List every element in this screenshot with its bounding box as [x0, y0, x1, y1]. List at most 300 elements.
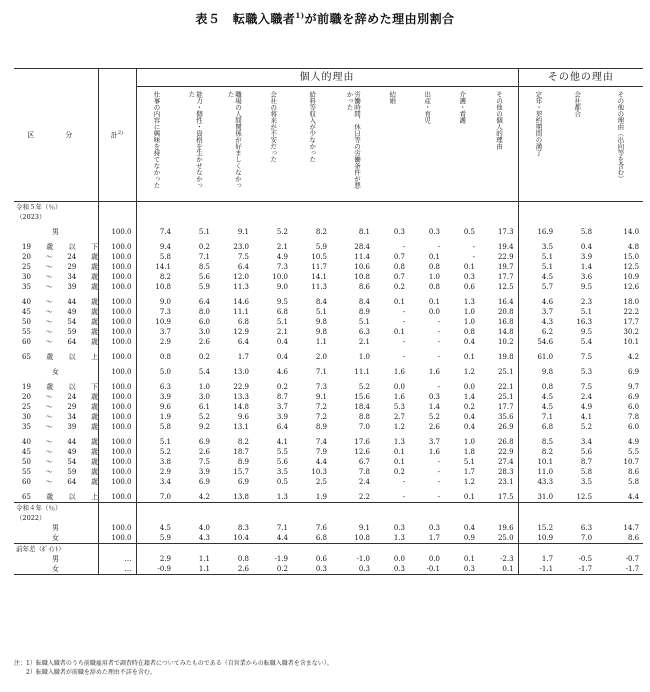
row-label	[14, 477, 98, 487]
table-cell: 3.5	[276, 467, 288, 476]
table-cell: 2.9	[159, 467, 171, 476]
table-cell: -	[437, 242, 440, 251]
table-cell: 3.7	[541, 307, 554, 316]
table-cell: 3.7	[159, 327, 171, 336]
table-cell: 0.2	[198, 352, 210, 361]
table-cell: 0.3	[463, 272, 475, 281]
table-cell: 19.8	[479, 352, 518, 362]
table-cell: 10.2	[479, 337, 518, 347]
table-cell: 8.8	[358, 412, 370, 421]
age-label-part: 35	[22, 422, 31, 431]
table-cell: 0.2	[463, 402, 475, 411]
row-label	[14, 262, 98, 272]
table-cell: 5.8	[580, 227, 593, 236]
table-cell: 0.8	[463, 327, 475, 336]
table-cell: 5.1	[159, 437, 171, 446]
section-sublabel: （2022）	[14, 513, 98, 523]
table-cell: 5.8	[159, 252, 171, 261]
table-cell: 5.6	[198, 272, 210, 281]
table-cell: 6.4	[237, 337, 249, 346]
table-cell: 100.0	[98, 307, 136, 317]
table-cell: 0.4	[463, 422, 475, 431]
table-cell: 30.2	[623, 327, 640, 336]
table-cell: 6.8	[315, 533, 327, 542]
age-label-part: 19	[22, 382, 31, 391]
age-label-part: 下	[91, 382, 98, 391]
column-header-label: 定年・契約期間の満了	[534, 91, 543, 156]
table-cell: 10.5	[311, 252, 327, 261]
table-cell: 0.0	[463, 382, 475, 391]
table-cell: 5.2	[358, 382, 370, 391]
table-cell: 8.6	[627, 467, 640, 476]
age-label-part: 40	[22, 437, 31, 446]
age-label-part: ～	[45, 337, 53, 346]
age-label-part: 65	[22, 352, 31, 361]
table-cell: 9.8	[315, 317, 327, 326]
row-label	[14, 367, 98, 377]
table-cell: 54.6	[537, 337, 554, 346]
table-cell: 6.9	[627, 392, 640, 401]
age-label-part: 45	[22, 447, 31, 456]
age-label-part: 歳	[91, 447, 98, 456]
table-cell: 9.7	[627, 382, 640, 391]
table-row	[14, 272, 643, 282]
table-cell: 0.1	[393, 447, 405, 456]
table-cell: 3.0	[198, 392, 210, 401]
table-cell: 12.9	[233, 327, 249, 336]
table-cell: 16.4	[479, 297, 518, 307]
table-cell: 0.2	[198, 242, 210, 251]
table-cell: 100.0	[98, 262, 136, 272]
table-cell: -1.1	[518, 564, 557, 575]
table-cell: 0.3	[331, 564, 374, 575]
table-cell: 0.3	[374, 564, 409, 575]
table-cell: 100.0	[98, 412, 136, 422]
column-header-label: 結婚	[388, 91, 397, 104]
age-label-part: 20	[22, 392, 31, 401]
table-cell: 6.3	[159, 382, 171, 391]
table-cell: 0.2	[276, 382, 288, 391]
table-cell: 1.4	[463, 392, 475, 401]
table-cell: 7.2	[315, 402, 327, 411]
table-cell: 14.6	[233, 297, 249, 306]
table-cell: 100.0	[98, 533, 136, 544]
table-title	[0, 10, 650, 27]
table-cell: 1.9	[315, 492, 327, 501]
row-label	[14, 282, 98, 292]
table-row	[14, 457, 643, 467]
table-cell: 8.1	[358, 227, 370, 236]
table-cell: 6.8	[276, 307, 288, 316]
row-label	[14, 272, 98, 282]
table-cell: 100.0	[98, 492, 136, 503]
row-label	[14, 307, 98, 317]
table-cell: 16.8	[479, 317, 518, 327]
table-cell: 0.1	[393, 457, 405, 466]
table-row	[14, 402, 643, 412]
table-cell: 4.4	[627, 492, 640, 501]
table-row	[14, 337, 643, 347]
table-cell: 1.3	[276, 492, 288, 501]
table-cell: 100.0	[98, 447, 136, 457]
age-label-part: 歳	[46, 492, 54, 501]
age-label-part: ～	[45, 327, 53, 336]
age-label-part: ～	[45, 467, 53, 476]
table-cell: 5.1	[315, 307, 327, 316]
table-cell: 0.4	[463, 523, 475, 532]
table-cell: 0.0	[393, 382, 405, 391]
table-cell: 14.1	[155, 262, 171, 271]
table-cell: 2.2	[358, 492, 370, 501]
table-cell: 3.7	[428, 437, 440, 446]
table-cell: 9.5	[580, 327, 593, 336]
age-label-part: 65	[22, 492, 31, 501]
table-cell: 43.3	[537, 477, 554, 486]
table-cell: -1.7	[557, 564, 596, 575]
title-main: 表５ 転職入職者	[195, 12, 296, 26]
table-cell: 3.8	[159, 457, 171, 466]
table-row	[14, 242, 643, 252]
table-cell: 5.1	[580, 307, 593, 316]
table-cell: -0.9	[136, 564, 175, 575]
table-cell: 6.1	[198, 402, 210, 411]
table-cell: 2.6	[214, 564, 253, 575]
row-label	[14, 297, 98, 307]
table-cell: 9.5	[276, 297, 288, 306]
age-label-part: ～	[45, 297, 53, 306]
age-label-part: 60	[22, 477, 31, 486]
table-cell: 10.4	[233, 533, 249, 542]
group-other-header: その他の理由	[518, 69, 643, 87]
table-cell: 23.1	[479, 477, 518, 487]
table-cell: 10.1	[623, 337, 640, 346]
table-cell: 3.7	[276, 402, 288, 411]
age-label-part: 64	[67, 337, 77, 346]
table-cell: 12.5	[623, 262, 640, 271]
table-cell: 1.0	[463, 317, 475, 326]
row-label	[14, 412, 98, 422]
table-cell: 4.5	[541, 392, 554, 401]
table-cell: 5.2	[198, 412, 210, 421]
table-cell: 6.0	[198, 317, 210, 326]
table-cell: 5.5	[276, 447, 288, 456]
kubun-header: 区 分	[14, 69, 98, 202]
table-cell: 6.8	[237, 317, 249, 326]
table-cell: 15.0	[623, 252, 640, 261]
table-body	[14, 202, 643, 575]
table-cell: 100.0	[98, 437, 136, 447]
table-cell: 1.1	[315, 337, 327, 346]
table-cell: 5.9	[315, 242, 327, 251]
table-cell: 2.4	[358, 477, 370, 486]
column-header	[557, 87, 596, 202]
table-cell: 8.6	[358, 282, 370, 291]
table-cell: 0.6	[463, 282, 475, 291]
table-cell: 6.4	[198, 297, 210, 306]
table-cell: 19.7	[479, 262, 518, 272]
age-label-part: ～	[45, 402, 53, 411]
column-header	[479, 87, 518, 202]
table-cell: -	[402, 477, 405, 486]
table-cell: 12.6	[354, 447, 370, 456]
table-cell: -	[437, 382, 440, 391]
table-row	[14, 307, 643, 317]
table-cell: 22.9	[479, 252, 518, 262]
table-cell: 5.6	[276, 457, 288, 466]
age-label-part: ～	[45, 412, 53, 421]
table-cell: 25.1	[479, 367, 518, 377]
age-label-part: 19	[22, 242, 31, 251]
table-cell: 8.5	[541, 437, 554, 446]
table-cell: 13.1	[233, 422, 249, 431]
age-label-part: 59	[67, 327, 77, 336]
row-label	[14, 352, 98, 362]
table-cell: 100.0	[98, 523, 136, 533]
table-cell: 3.4	[580, 437, 593, 446]
table-cell: 4.5	[159, 523, 171, 532]
table-cell: 9.4	[159, 242, 171, 251]
table-cell: 8.5	[198, 262, 210, 271]
table-cell: 10.8	[354, 272, 370, 281]
age-label-part: 49	[67, 307, 77, 316]
age-label-part: 24	[67, 392, 77, 401]
table-cell: 1.6	[428, 447, 440, 456]
table-row	[14, 282, 643, 292]
table-cell: -0.7	[625, 554, 640, 563]
table-cell: 19.6	[479, 523, 518, 533]
table-cell: 1.0	[463, 437, 475, 446]
age-label-part: ～	[45, 317, 53, 326]
table-cell: 100.0	[98, 282, 136, 292]
table-cell: 7.4	[315, 437, 327, 446]
age-label-part: 下	[91, 242, 98, 251]
table-cell: 100.0	[98, 317, 136, 327]
table-cell: 4.9	[627, 437, 640, 446]
table-cell: 20.8	[479, 307, 518, 317]
table-cell: 5.2	[159, 447, 171, 456]
table-cell: 4.5	[541, 402, 554, 411]
footnote-2: 2）転職入職者が前職を辞めた理由不詳を含む。	[14, 669, 156, 676]
age-label-part: 歳	[46, 382, 54, 391]
age-label-part: ～	[45, 282, 53, 291]
table-cell: -	[437, 327, 440, 336]
table-cell: 7.1	[315, 367, 327, 376]
table-cell: 12.6	[623, 282, 640, 291]
table-cell: 7.2	[315, 412, 327, 421]
table-cell: 1.2	[393, 422, 405, 431]
table-cell: 5.2	[580, 422, 593, 431]
table-cell: -	[437, 352, 440, 361]
table-cell: 0.0	[393, 554, 405, 563]
table-cell: 0.1	[463, 554, 475, 563]
table-cell: 1.6	[393, 367, 405, 376]
table-cell: 8.9	[237, 457, 249, 466]
table-cell: 28.3	[479, 467, 518, 477]
table-cell: 4.5	[541, 272, 554, 281]
table-cell: 0.8	[159, 352, 171, 361]
table-cell: 11.3	[233, 282, 249, 291]
age-label-part: 歳	[91, 282, 98, 291]
reason-table	[14, 68, 643, 575]
table-cell: 9.1	[358, 523, 370, 532]
column-header	[292, 87, 331, 202]
column-header	[596, 87, 643, 202]
table-cell: 6.3	[358, 327, 370, 336]
table-cell: 7.5	[580, 382, 593, 391]
table-cell: 1.1	[198, 554, 210, 563]
age-label-part: 29	[67, 262, 77, 271]
table-cell: 7.4	[159, 227, 171, 236]
table-cell: 5.1	[276, 317, 288, 326]
age-label-part: 歳	[91, 317, 98, 326]
table-cell: 15.7	[233, 467, 249, 476]
table-cell: 0.3	[428, 392, 440, 401]
table-cell: -1.0	[356, 554, 370, 563]
age-label-part: 以	[68, 242, 76, 251]
table-cell: 18.4	[354, 402, 370, 411]
table-cell: -2.3	[479, 554, 518, 564]
table-cell: 0.4	[463, 337, 475, 346]
table-cell: 0.5	[463, 227, 475, 236]
table-cell: 2.6	[198, 337, 210, 346]
table-cell: 12.0	[233, 272, 249, 281]
table-cell: 14.7	[623, 523, 640, 532]
table-cell: 1.7	[237, 352, 249, 361]
age-label-part: 60	[22, 337, 31, 346]
table-cell: 100.0	[98, 367, 136, 377]
row-label	[14, 422, 98, 432]
age-label-part: 歳	[91, 392, 98, 401]
table-cell: 0.7	[393, 252, 405, 261]
table-cell: 5.6	[580, 447, 593, 456]
age-label-part: 55	[22, 327, 31, 336]
table-cell: 11.0	[537, 467, 554, 476]
age-label-part: 50	[22, 317, 31, 326]
table-cell: 22.1	[479, 382, 518, 392]
table-cell: -0.1	[409, 564, 444, 575]
table-cell: -	[437, 492, 440, 501]
table-cell: 5.1	[358, 317, 370, 326]
age-label-part: 歳	[91, 252, 98, 261]
table-cell: 6.3	[580, 523, 593, 532]
table-cell: 3.9	[276, 412, 288, 421]
table-cell: 22.2	[623, 307, 640, 316]
table-cell: 1.4	[428, 402, 440, 411]
age-label-part: 以	[68, 382, 76, 391]
age-label-part: 歳	[91, 327, 98, 336]
column-header	[214, 87, 253, 202]
row-label	[14, 457, 98, 467]
sex-label: 男	[52, 227, 59, 236]
table-cell: 17.6	[354, 437, 370, 446]
table-cell: 2.9	[159, 337, 171, 346]
table-cell: 0.1	[463, 352, 475, 361]
table-cell: 0.2	[253, 564, 292, 575]
table-cell: 22.9	[233, 382, 249, 391]
sex-label: 女	[52, 367, 59, 376]
table-cell: 4.9	[276, 252, 288, 261]
table-cell: 14.8	[479, 327, 518, 337]
table-cell: 10.7	[623, 457, 640, 466]
table-cell: 26.8	[479, 437, 518, 447]
sex-label: 女	[52, 533, 59, 542]
table-row	[14, 317, 643, 327]
table-cell: 0.0	[428, 307, 440, 316]
table-cell: 25.1	[479, 392, 518, 402]
table-cell: 2.6	[198, 447, 210, 456]
table-cell: 9.8	[541, 367, 554, 376]
table-cell: -	[437, 467, 440, 476]
table-cell: 3.9	[580, 252, 593, 261]
table-cell: 10.0	[272, 272, 288, 281]
column-header-label: 会社の将来が不安だった	[269, 91, 278, 163]
table-cell: 100.0	[98, 352, 136, 362]
table-row	[14, 554, 643, 564]
table-cell: 1.2	[463, 367, 475, 376]
table-cell: 3.0	[198, 327, 210, 336]
column-header-label: 会社都合	[573, 91, 582, 117]
table-cell: -1.7	[596, 564, 643, 575]
age-label-part: 歳	[91, 412, 98, 421]
table-cell: 0.8	[428, 262, 440, 271]
table-row	[14, 392, 643, 402]
table-cell: 4.3	[541, 317, 554, 326]
row-label	[14, 554, 98, 564]
table-cell: 1.7	[428, 533, 440, 542]
column-header	[409, 87, 444, 202]
table-cell: 8.2	[237, 437, 249, 446]
table-cell: 0.8	[237, 554, 249, 563]
table-cell: 0.3	[428, 523, 440, 532]
table-cell: 7.5	[198, 457, 210, 466]
table-cell: 7.3	[276, 262, 288, 271]
table-cell: -0.5	[578, 554, 593, 563]
table-cell: 15.6	[354, 392, 370, 401]
column-header-label: その他の理由（出向等を含む）	[616, 91, 625, 182]
table-cell: 0.8	[393, 262, 405, 271]
table-cell: 0.2	[393, 467, 405, 476]
title-footnote-ref: 1)	[295, 11, 305, 20]
table-cell: 3.5	[541, 242, 554, 251]
age-label-part: 39	[67, 422, 77, 431]
table-cell: 9.1	[237, 227, 249, 236]
row-label	[14, 533, 98, 544]
table-cell: 6.9	[627, 367, 640, 376]
table-cell: 35.6	[479, 412, 518, 422]
table-cell: 7.0	[580, 533, 593, 542]
age-label-part: 54	[67, 317, 77, 326]
table-cell: 1.1	[175, 564, 214, 575]
table-cell: 100.0	[98, 297, 136, 307]
table-cell: 5.3	[393, 402, 405, 411]
table-cell: -	[437, 317, 440, 326]
age-label-part: 30	[22, 412, 31, 421]
table-cell: -	[437, 457, 440, 466]
table-cell: 17.3	[479, 227, 518, 237]
table-cell: 10.8	[354, 533, 370, 542]
table-cell: 31.0	[537, 492, 554, 501]
table-cell: 10.1	[537, 457, 554, 466]
table-cell: -	[402, 242, 405, 251]
age-label-part: ～	[45, 262, 53, 271]
table-cell: -	[402, 337, 405, 346]
age-label-part: 歳	[91, 467, 98, 476]
age-label-part: 45	[22, 307, 31, 316]
table-cell: 12.5	[479, 282, 518, 292]
table-cell: 7.9	[315, 447, 327, 456]
row-label	[14, 317, 98, 327]
age-label-part: 30	[22, 272, 31, 281]
